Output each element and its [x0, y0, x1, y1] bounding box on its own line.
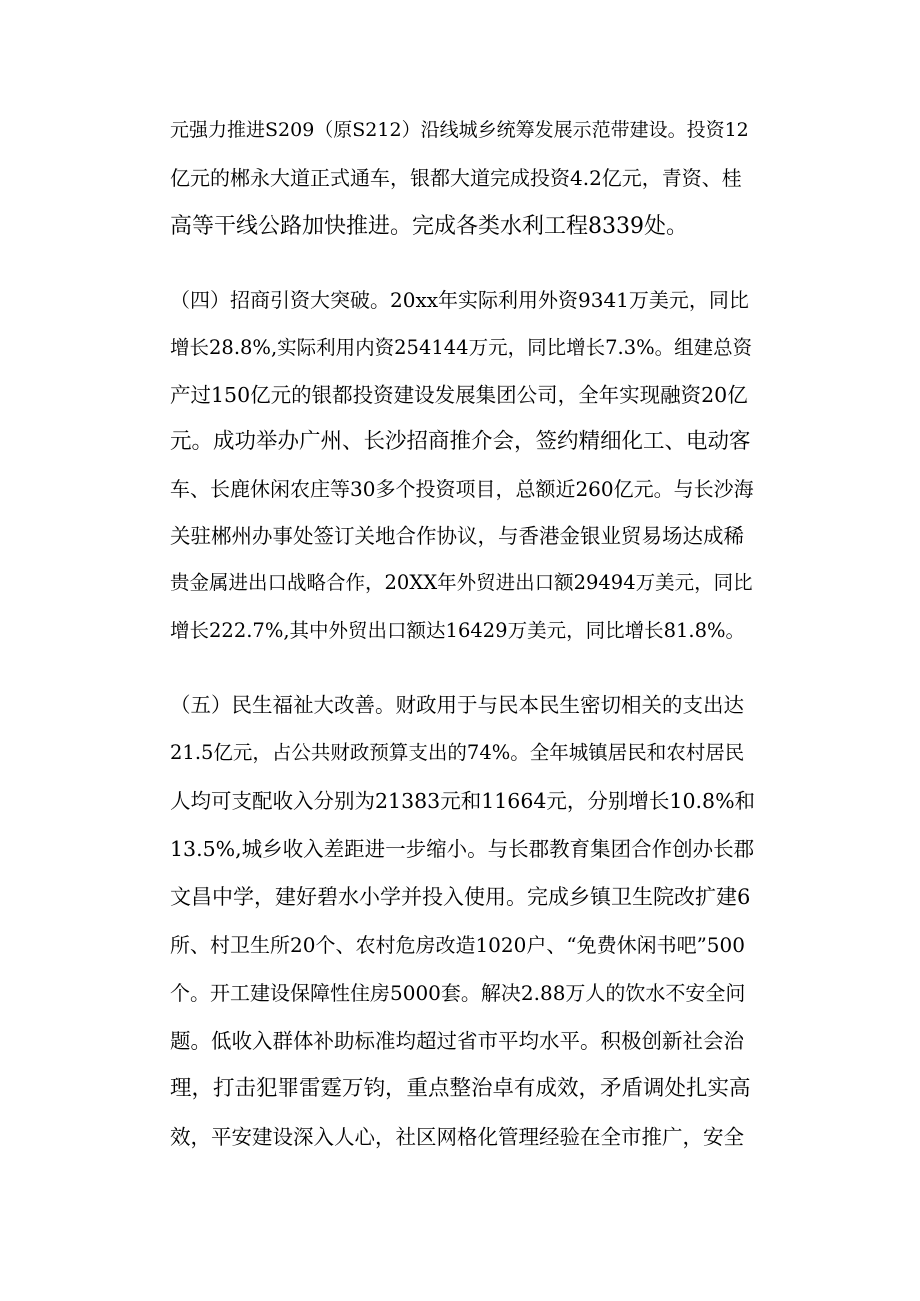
text-line: 21.5亿元，占公共财政预算支出的74%。全年城镇居民和农村居民 — [170, 741, 745, 764]
text-line: （四）招商引资大突破。20xx年实际利用外资9341万美元，同比 — [170, 288, 749, 312]
text-line: 所、村卫生所20个、农村危房改造1020户、“免费休闲书吧”500 — [170, 933, 745, 957]
text-line: 增长222.7%,其中外贸出口额达16429万美元，同比增长81.8%。 — [170, 619, 746, 642]
text-line: 文昌中学，建好碧水小学并投入使用。完成乡镇卫生院改扩建6 — [170, 885, 751, 909]
text-line: 车、长鹿休闲农庄等30多个投资项目，总额近260亿元。与长沙海 — [170, 477, 754, 501]
text-line: 理，打击犯罪雷霆万钧，重点整治卓有成效，矛盾调处扎实高 — [170, 1076, 751, 1101]
text-line: 贵金属进出口战略合作，20XX年外贸进出口额29494万美元，同比 — [170, 571, 753, 594]
text-line: （五）民生福祉大改善。财政用于与民本民生密切相关的支出达 — [170, 693, 744, 717]
text-line: 亿元的郴永大道正式通车，银都大道完成投资4.2亿元，青资、桂 — [170, 166, 742, 190]
text-line: 题。低收入群体补助标准均超过省市平均水平。积极创新社会治 — [170, 1029, 744, 1053]
text-line: 增长28.8%,实际利用内资254144万元，同比增长7.3%。组建总资 — [170, 336, 753, 359]
text-line: 关驻郴州办事处签订关地合作协议，与香港金银业贸易场达成稀 — [170, 524, 744, 548]
text-line: 元。成功举办广州、长沙招商推介会，签约精细化工、电动客 — [170, 429, 751, 454]
text-line: 元强力推进S209（原S212）沿线城乡统筹发展示范带建设。投资12 — [170, 119, 749, 141]
text-line: 效，平安建设深入人心，社区网格化管理经验在全市推广，安全 — [170, 1125, 744, 1149]
text-line: 高等干线公路加快推进。完成各类水利工程8339处。 — [170, 214, 688, 239]
text-line: 人均可支配收入分别为21383元和11664元，分别增长10.8%和 — [170, 789, 756, 813]
text-line: 产过150亿元的银都投资建设发展集团公司，全年实现融资20亿 — [170, 383, 748, 407]
text-line: 个。开工建设保障性住房5000套。解决2.88万人的饮水不安全问 — [170, 981, 746, 1005]
text-line: 13.5%,城乡收入差距进一步缩小。与长郡教育集团合作创办长郡 — [170, 837, 755, 861]
